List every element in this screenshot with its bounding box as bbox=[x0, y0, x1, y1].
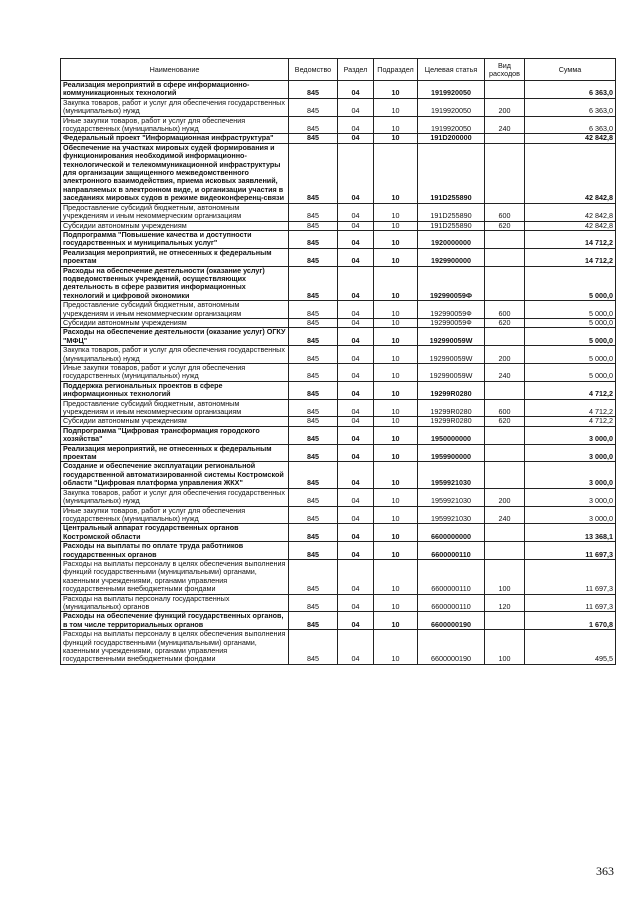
cell-sum: 5 000,0 bbox=[525, 328, 616, 346]
cell-sum: 5 000,0 bbox=[525, 301, 616, 319]
cell-dept: 845 bbox=[289, 203, 338, 221]
cell-subsection: 10 bbox=[374, 612, 418, 630]
table-row bbox=[61, 381, 616, 399]
cell-sum: 4 712,2 bbox=[525, 399, 616, 417]
cell-section: 04 bbox=[338, 630, 374, 665]
cell-subsection: 10 bbox=[374, 524, 418, 542]
cell-name: Расходы на обеспечение деятельности (оказание услуг) ОГКУ "МФЦ" bbox=[61, 328, 289, 346]
cell-type bbox=[485, 381, 525, 399]
cell-section: 04 bbox=[338, 230, 374, 248]
cell-dept: 845 bbox=[289, 266, 338, 301]
cell-dept: 845 bbox=[289, 364, 338, 382]
cell-name: Федеральный проект "Информационная инфраструктура" bbox=[61, 134, 289, 143]
cell-subsection: 10 bbox=[374, 542, 418, 560]
cell-target: 6600000190 bbox=[418, 612, 485, 630]
cell-name: Центральный аппарат государственных органов Костромской области bbox=[61, 524, 289, 542]
cell-section: 04 bbox=[338, 266, 374, 301]
page-number: 363 bbox=[596, 864, 614, 878]
cell-type: 100 bbox=[485, 559, 525, 594]
cell-type: 100 bbox=[485, 630, 525, 665]
cell-target: 191D255890 bbox=[418, 221, 485, 230]
cell-dept: 845 bbox=[289, 328, 338, 346]
cell-type bbox=[485, 426, 525, 444]
cell-subsection: 10 bbox=[374, 444, 418, 462]
cell-dept: 845 bbox=[289, 612, 338, 630]
cell-subsection: 10 bbox=[374, 221, 418, 230]
cell-name: Закупка товаров, работ и услуг для обеспечения государственных (муниципальных) нужд bbox=[61, 488, 289, 506]
cell-target: 6600000190 bbox=[418, 630, 485, 665]
cell-type: 600 bbox=[485, 399, 525, 417]
cell-section: 04 bbox=[338, 81, 374, 99]
cell-section: 04 bbox=[338, 221, 374, 230]
table-row bbox=[61, 524, 616, 542]
cell-target: 1929900000 bbox=[418, 248, 485, 266]
cell-type: 200 bbox=[485, 346, 525, 364]
cell-sum: 5 000,0 bbox=[525, 318, 616, 327]
cell-subsection: 10 bbox=[374, 346, 418, 364]
cell-name: Расходы на обеспечение деятельности (оказание услуг) подведомственных учреждений, осуществляющих деятельность в сфере развития информационных технологий и цифровой экономики bbox=[61, 266, 289, 301]
cell-dept: 845 bbox=[289, 542, 338, 560]
cell-dept: 845 bbox=[289, 444, 338, 462]
cell-name: Субсидии автономным учреждениям bbox=[61, 221, 289, 230]
cell-subsection: 10 bbox=[374, 630, 418, 665]
header-sum: Сумма bbox=[525, 59, 616, 81]
cell-name: Закупка товаров, работ и услуг для обеспечения государственных (муниципальных) нужд bbox=[61, 346, 289, 364]
table-row bbox=[61, 266, 616, 301]
cell-dept: 845 bbox=[289, 462, 338, 488]
cell-target: 6600000110 bbox=[418, 594, 485, 612]
cell-name: Иные закупки товаров, работ и услуг для обеспечения государственных (муниципальных) нужд bbox=[61, 364, 289, 382]
cell-subsection: 10 bbox=[374, 594, 418, 612]
cell-sum: 42 842,8 bbox=[525, 203, 616, 221]
cell-type bbox=[485, 134, 525, 143]
cell-name: Расходы на выплаты по оплате труда работников государственных органов bbox=[61, 542, 289, 560]
cell-sum: 3 000,0 bbox=[525, 462, 616, 488]
table-header-row bbox=[61, 59, 616, 81]
cell-sum: 5 000,0 bbox=[525, 266, 616, 301]
cell-subsection: 10 bbox=[374, 230, 418, 248]
cell-sum: 4 712,2 bbox=[525, 417, 616, 426]
cell-subsection: 10 bbox=[374, 559, 418, 594]
cell-dept: 845 bbox=[289, 506, 338, 524]
cell-section: 04 bbox=[338, 417, 374, 426]
table-row bbox=[61, 203, 616, 221]
cell-dept: 845 bbox=[289, 426, 338, 444]
table-row bbox=[61, 301, 616, 319]
cell-sum: 14 712,2 bbox=[525, 230, 616, 248]
cell-target: 6600000000 bbox=[418, 524, 485, 542]
cell-type bbox=[485, 612, 525, 630]
cell-sum: 6 363,0 bbox=[525, 116, 616, 134]
cell-name: Закупка товаров, работ и услуг для обеспечения государственных (муниципальных) нужд bbox=[61, 98, 289, 116]
cell-target: 6600000110 bbox=[418, 542, 485, 560]
cell-section: 04 bbox=[338, 542, 374, 560]
table-row bbox=[61, 98, 616, 116]
cell-dept: 845 bbox=[289, 98, 338, 116]
cell-section: 04 bbox=[338, 612, 374, 630]
cell-section: 04 bbox=[338, 318, 374, 327]
cell-sum: 4 712,2 bbox=[525, 381, 616, 399]
cell-type: 600 bbox=[485, 301, 525, 319]
cell-section: 04 bbox=[338, 524, 374, 542]
table-row bbox=[61, 248, 616, 266]
cell-section: 04 bbox=[338, 116, 374, 134]
header-subsection: Подраздел bbox=[374, 59, 418, 81]
cell-name: Иные закупки товаров, работ и услуг для обеспечения государственных (муниципальных) нужд bbox=[61, 116, 289, 134]
cell-type bbox=[485, 542, 525, 560]
cell-dept: 845 bbox=[289, 559, 338, 594]
cell-type bbox=[485, 81, 525, 99]
cell-section: 04 bbox=[338, 559, 374, 594]
cell-target: 192990059W bbox=[418, 364, 485, 382]
cell-sum: 3 000,0 bbox=[525, 426, 616, 444]
budget-table bbox=[60, 58, 616, 665]
table-row bbox=[61, 612, 616, 630]
cell-section: 04 bbox=[338, 364, 374, 382]
cell-subsection: 10 bbox=[374, 301, 418, 319]
table-row bbox=[61, 399, 616, 417]
cell-target: 1959921030 bbox=[418, 506, 485, 524]
cell-type bbox=[485, 248, 525, 266]
cell-subsection: 10 bbox=[374, 203, 418, 221]
cell-type: 240 bbox=[485, 116, 525, 134]
cell-name: Предоставление субсидий бюджетным, автономным учреждениям и иным некоммерческим организациям bbox=[61, 301, 289, 319]
cell-subsection: 10 bbox=[374, 506, 418, 524]
header-name: Наименование bbox=[61, 59, 289, 81]
cell-type bbox=[485, 524, 525, 542]
table-row bbox=[61, 134, 616, 143]
table-row bbox=[61, 81, 616, 99]
header-target: Целевая статья bbox=[418, 59, 485, 81]
cell-target: 192990059W bbox=[418, 328, 485, 346]
table-row bbox=[61, 318, 616, 327]
cell-target: 19299R0280 bbox=[418, 417, 485, 426]
cell-dept: 845 bbox=[289, 230, 338, 248]
cell-section: 04 bbox=[338, 594, 374, 612]
cell-name: Подпрограмма "Повышение качества и доступности государственных и муниципальных услуг" bbox=[61, 230, 289, 248]
cell-target: 1959921030 bbox=[418, 488, 485, 506]
cell-target: 1959921030 bbox=[418, 462, 485, 488]
table-row bbox=[61, 221, 616, 230]
cell-sum: 11 697,3 bbox=[525, 594, 616, 612]
cell-name: Реализация мероприятий в сфере информационно-коммуникационных технологий bbox=[61, 81, 289, 99]
cell-dept: 845 bbox=[289, 81, 338, 99]
cell-subsection: 10 bbox=[374, 81, 418, 99]
cell-target: 1919920050 bbox=[418, 98, 485, 116]
cell-type: 120 bbox=[485, 594, 525, 612]
header-type: Вид расходов bbox=[485, 59, 525, 81]
cell-sum: 3 000,0 bbox=[525, 506, 616, 524]
cell-sum: 14 712,2 bbox=[525, 248, 616, 266]
table-row bbox=[61, 346, 616, 364]
cell-name: Расходы на выплаты персоналу в целях обеспечения выполнения функций государственными (муниципальными) органами, казенными учреждениями, органами управления государственными внебюджетными фондами bbox=[61, 630, 289, 665]
cell-section: 04 bbox=[338, 203, 374, 221]
cell-subsection: 10 bbox=[374, 134, 418, 143]
cell-name: Предоставление субсидий бюджетным, автономным учреждениям и иным некоммерческим организациям bbox=[61, 399, 289, 417]
cell-target: 192990059W bbox=[418, 346, 485, 364]
cell-target: 1919920050 bbox=[418, 116, 485, 134]
table-row bbox=[61, 417, 616, 426]
cell-name: Поддержка региональных проектов в сфере информационных технологий bbox=[61, 381, 289, 399]
table-body bbox=[61, 81, 616, 665]
cell-section: 04 bbox=[338, 301, 374, 319]
table-row bbox=[61, 426, 616, 444]
cell-target: 191D200000 bbox=[418, 134, 485, 143]
table-row bbox=[61, 444, 616, 462]
cell-subsection: 10 bbox=[374, 426, 418, 444]
cell-section: 04 bbox=[338, 381, 374, 399]
cell-subsection: 10 bbox=[374, 399, 418, 417]
cell-sum: 3 000,0 bbox=[525, 488, 616, 506]
cell-section: 04 bbox=[338, 426, 374, 444]
cell-section: 04 bbox=[338, 143, 374, 203]
cell-type: 620 bbox=[485, 318, 525, 327]
cell-target: 19299R0280 bbox=[418, 399, 485, 417]
table-row bbox=[61, 230, 616, 248]
cell-target: 19299R0280 bbox=[418, 381, 485, 399]
cell-sum: 3 000,0 bbox=[525, 444, 616, 462]
table-row bbox=[61, 364, 616, 382]
cell-section: 04 bbox=[338, 346, 374, 364]
cell-type bbox=[485, 266, 525, 301]
cell-target: 1919920050 bbox=[418, 81, 485, 99]
cell-subsection: 10 bbox=[374, 381, 418, 399]
cell-dept: 845 bbox=[289, 524, 338, 542]
cell-sum: 6 363,0 bbox=[525, 98, 616, 116]
cell-type bbox=[485, 328, 525, 346]
cell-subsection: 10 bbox=[374, 364, 418, 382]
table-row bbox=[61, 116, 616, 134]
cell-type: 200 bbox=[485, 98, 525, 116]
cell-type: 620 bbox=[485, 417, 525, 426]
cell-name: Субсидии автономным учреждениям bbox=[61, 318, 289, 327]
cell-subsection: 10 bbox=[374, 462, 418, 488]
cell-section: 04 bbox=[338, 248, 374, 266]
cell-sum: 42 842,8 bbox=[525, 143, 616, 203]
cell-target: 1920000000 bbox=[418, 230, 485, 248]
cell-subsection: 10 bbox=[374, 328, 418, 346]
cell-dept: 845 bbox=[289, 301, 338, 319]
cell-section: 04 bbox=[338, 328, 374, 346]
cell-target: 1959900000 bbox=[418, 444, 485, 462]
cell-name: Создание и обеспечение эксплуатации региональной государственной автоматизированной системы Костромской области "Цифровая платформа управления ЖКХ" bbox=[61, 462, 289, 488]
cell-type bbox=[485, 462, 525, 488]
cell-sum: 11 697,3 bbox=[525, 559, 616, 594]
cell-section: 04 bbox=[338, 488, 374, 506]
cell-subsection: 10 bbox=[374, 98, 418, 116]
cell-section: 04 bbox=[338, 399, 374, 417]
table-row bbox=[61, 488, 616, 506]
cell-sum: 13 368,1 bbox=[525, 524, 616, 542]
table-row bbox=[61, 506, 616, 524]
table-row bbox=[61, 594, 616, 612]
cell-target: 192990059Ф bbox=[418, 318, 485, 327]
cell-type bbox=[485, 230, 525, 248]
cell-name: Реализация мероприятий, не отнесенных к федеральным проектам bbox=[61, 248, 289, 266]
cell-dept: 845 bbox=[289, 143, 338, 203]
cell-section: 04 bbox=[338, 462, 374, 488]
table-row bbox=[61, 542, 616, 560]
cell-name: Реализация мероприятий, не отнесенных к федеральным проектам bbox=[61, 444, 289, 462]
table-row bbox=[61, 143, 616, 203]
cell-target: 6600000110 bbox=[418, 559, 485, 594]
cell-name: Расходы на обеспечение функций государственных органов, в том числе территориальных органов bbox=[61, 612, 289, 630]
cell-dept: 845 bbox=[289, 346, 338, 364]
cell-name: Иные закупки товаров, работ и услуг для обеспечения государственных (муниципальных) нужд bbox=[61, 506, 289, 524]
cell-name: Субсидии автономным учреждениям bbox=[61, 417, 289, 426]
cell-section: 04 bbox=[338, 134, 374, 143]
header-section: Раздел bbox=[338, 59, 374, 81]
cell-sum: 11 697,3 bbox=[525, 542, 616, 560]
cell-subsection: 10 bbox=[374, 417, 418, 426]
table-row bbox=[61, 559, 616, 594]
cell-target: 191D255890 bbox=[418, 203, 485, 221]
cell-subsection: 10 bbox=[374, 116, 418, 134]
cell-name: Предоставление субсидий бюджетным, автономным учреждениям и иным некоммерческим организациям bbox=[61, 203, 289, 221]
cell-name: Обеспечение на участках мировых судей формирования и функционирования необходимой информационно-технологической и телекоммуникационной инфраструктуры для организации защищенного межведомственного электронного взаимодействия, приема исковых заявлений, направляемых в электронном виде, и организации участия в заседаниях мировых судов в режиме видеоконференц-связи bbox=[61, 143, 289, 203]
cell-dept: 845 bbox=[289, 417, 338, 426]
cell-target: 1950000000 bbox=[418, 426, 485, 444]
cell-sum: 1 670,8 bbox=[525, 612, 616, 630]
table-row bbox=[61, 630, 616, 665]
cell-dept: 845 bbox=[289, 594, 338, 612]
cell-sum: 495,5 bbox=[525, 630, 616, 665]
cell-type: 620 bbox=[485, 221, 525, 230]
cell-dept: 845 bbox=[289, 134, 338, 143]
cell-subsection: 10 bbox=[374, 488, 418, 506]
cell-dept: 845 bbox=[289, 488, 338, 506]
cell-dept: 845 bbox=[289, 248, 338, 266]
cell-name: Расходы на выплаты персоналу в целях обеспечения выполнения функций государственными (муниципальными) органами, казенными учреждениями, органами управления государственными внебюджетными фондами bbox=[61, 559, 289, 594]
cell-type bbox=[485, 444, 525, 462]
cell-subsection: 10 bbox=[374, 318, 418, 327]
cell-target: 192990059Ф bbox=[418, 266, 485, 301]
table-row bbox=[61, 462, 616, 488]
cell-subsection: 10 bbox=[374, 266, 418, 301]
cell-type: 240 bbox=[485, 364, 525, 382]
cell-dept: 845 bbox=[289, 399, 338, 417]
cell-target: 192990059Ф bbox=[418, 301, 485, 319]
cell-name: Подпрограмма "Цифровая трансформация городского хозяйства" bbox=[61, 426, 289, 444]
table-row bbox=[61, 328, 616, 346]
header-dept: Ведомство bbox=[289, 59, 338, 81]
cell-dept: 845 bbox=[289, 630, 338, 665]
cell-sum: 42 842,8 bbox=[525, 134, 616, 143]
cell-sum: 5 000,0 bbox=[525, 364, 616, 382]
cell-sum: 5 000,0 bbox=[525, 346, 616, 364]
cell-target: 191D255890 bbox=[418, 143, 485, 203]
cell-type: 240 bbox=[485, 506, 525, 524]
cell-sum: 6 363,0 bbox=[525, 81, 616, 99]
cell-section: 04 bbox=[338, 444, 374, 462]
cell-dept: 845 bbox=[289, 381, 338, 399]
cell-type bbox=[485, 143, 525, 203]
cell-dept: 845 bbox=[289, 116, 338, 134]
cell-section: 04 bbox=[338, 506, 374, 524]
cell-section: 04 bbox=[338, 98, 374, 116]
cell-dept: 845 bbox=[289, 318, 338, 327]
cell-dept: 845 bbox=[289, 221, 338, 230]
cell-sum: 42 842,8 bbox=[525, 221, 616, 230]
cell-name: Расходы на выплаты персоналу государственных (муниципальных) органов bbox=[61, 594, 289, 612]
cell-type: 200 bbox=[485, 488, 525, 506]
cell-subsection: 10 bbox=[374, 143, 418, 203]
cell-type: 600 bbox=[485, 203, 525, 221]
cell-subsection: 10 bbox=[374, 248, 418, 266]
